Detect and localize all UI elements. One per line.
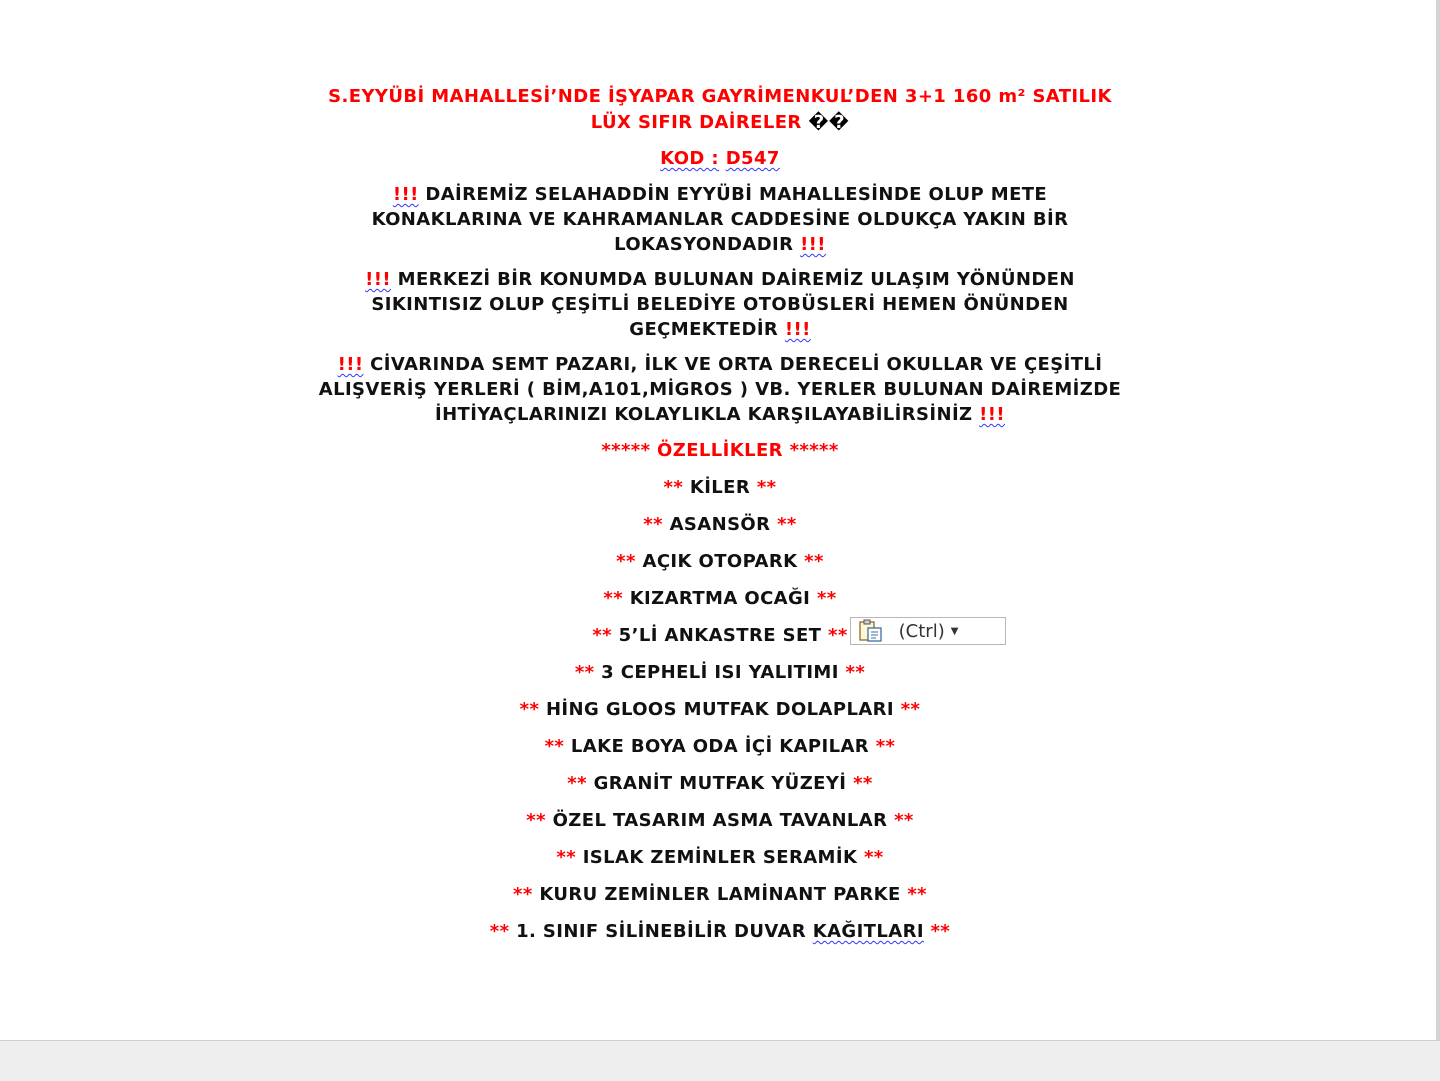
title-symbols: �� <box>808 112 850 133</box>
stars-left: ** <box>567 773 587 794</box>
stars-right: ** <box>816 588 837 609</box>
stars-left: ** <box>489 921 510 942</box>
feature-item <box>170 807 1270 834</box>
stars-right: ** <box>845 662 866 683</box>
feature-text: 1. SINIF SİLİNEBİLİR DUVAR <box>516 921 807 942</box>
feature-item <box>170 474 1270 501</box>
stars-right: ** <box>900 699 921 720</box>
feature-text: HİNG GLOOS MUTFAK DOLAPLARI <box>545 699 895 720</box>
document-body <box>170 84 1270 955</box>
feature-item <box>170 585 1270 612</box>
exclaim-mark: !!! <box>337 354 364 375</box>
stars-left: ** <box>592 625 612 646</box>
paragraph-line: ALIŞVERİŞ YERLERİ ( BİM,A101,MİGROS ) VB. YERLER BULUNAN DAİREMİZDE <box>318 379 1122 400</box>
paragraph-line: LOKASYONDADIR <box>614 234 794 255</box>
paragraph-line: SIKINTISIZ OLUP ÇEŞİTLİ BELEDİYE OTOBÜSLERİ HEMEN ÖNÜNDEN <box>371 294 1069 315</box>
stars-right: ** <box>875 736 896 757</box>
exclaim-mark: !!! <box>800 234 826 255</box>
stars-right: ** <box>828 625 848 646</box>
code-label: KOD : <box>660 148 720 169</box>
feature-item <box>170 844 1270 871</box>
paste-options-button[interactable] <box>850 617 1006 645</box>
feature-text: KİLER <box>689 477 751 498</box>
stars-right: ** <box>894 810 914 831</box>
stars-left: ** <box>526 810 546 831</box>
stars-right: ** <box>863 847 884 868</box>
stars-left: ** <box>643 514 663 535</box>
feature-text: ASANSÖR <box>669 514 771 535</box>
feature-item <box>170 548 1270 575</box>
feature-text: AÇIK OTOPARK <box>642 551 798 572</box>
stars-right: ** <box>930 921 951 942</box>
page-right-border <box>1436 0 1440 1040</box>
workspace-background <box>0 1040 1440 1081</box>
features-heading: ***** ÖZELLİKLER ***** <box>601 440 839 461</box>
feature-item <box>170 881 1270 908</box>
paragraph-line: GEÇMEKTEDİR <box>629 319 779 340</box>
exclaim-mark: !!! <box>392 184 419 205</box>
exclaim-mark: !!! <box>784 319 811 340</box>
stars-right: ** <box>853 773 873 794</box>
exclaim-mark: !!! <box>365 269 391 290</box>
feature-text: LAKE BOYA ODA İÇİ KAPILAR <box>570 736 870 757</box>
listing-code <box>170 146 1270 172</box>
feature-item <box>170 733 1270 760</box>
title-line-2: LÜX SIFIR DAİRELER <box>590 112 802 133</box>
paragraph-line: MERKEZİ BİR KONUMDA BULUNAN DAİREMİZ ULAŞIM YÖNÜNDEN <box>397 269 1075 290</box>
clipboard-paste-icon <box>857 619 895 643</box>
paste-options-label: (Ctrl) <box>898 620 945 642</box>
stars-left: ** <box>519 699 540 720</box>
stars-left: ** <box>663 477 684 498</box>
stars-left: ** <box>544 736 565 757</box>
stars-left: ** <box>574 662 595 683</box>
paragraph-line: CİVARINDA SEMT PAZARI, İLK VE ORTA DERECELİ OKULLAR VE ÇEŞİTLİ <box>370 354 1103 375</box>
exclaim-mark: !!! <box>979 404 1005 425</box>
paragraph-transport <box>170 267 1270 342</box>
stars-left: ** <box>616 551 636 572</box>
feature-item <box>170 511 1270 538</box>
feature-item <box>170 622 1270 649</box>
feature-text: 5’Lİ ANKASTRE SET <box>618 625 822 646</box>
feature-item <box>170 770 1270 797</box>
stars-left: ** <box>603 588 624 609</box>
feature-item <box>170 659 1270 686</box>
stars-right: ** <box>804 551 824 572</box>
feature-text: ISLAK ZEMİNLER SERAMİK <box>582 847 858 868</box>
stars-right: ** <box>777 514 797 535</box>
listing-title <box>170 84 1270 136</box>
code-value: D547 <box>725 148 780 169</box>
feature-text: 3 CEPHELİ ISI YALITIMI <box>601 662 839 683</box>
feature-item <box>170 696 1270 723</box>
feature-text: ÖZEL TASARIM ASMA TAVANLAR <box>552 810 888 831</box>
title-line-1: S.EYYÜBİ MAHALLESİ’NDE İŞYAPAR GAYRİMENKUL’DEN 3+1 160 m² SATILIK <box>328 86 1112 107</box>
feature-list <box>170 474 1270 945</box>
stars-right: ** <box>907 884 927 905</box>
feature-row-with-paste <box>592 620 959 649</box>
feature-text-misspelled: KAĞITLARI <box>812 921 924 942</box>
dropdown-caret-icon: ▼ <box>950 625 959 637</box>
paragraph-location <box>170 182 1270 257</box>
feature-text: KURU ZEMİNLER LAMİNANT PARKE <box>539 884 901 905</box>
stars-left: ** <box>513 884 533 905</box>
feature-text: GRANİT MUTFAK YÜZEYİ <box>593 773 847 794</box>
paragraph-line: KONAKLARINA VE KAHRAMANLAR CADDESİNE OLDUKÇA YAKIN BİR <box>371 209 1069 230</box>
feature-item <box>170 918 1270 945</box>
stars-left: ** <box>556 847 577 868</box>
paragraph-line: DAİREMİZ SELAHADDİN EYYÜBİ MAHALLESİNDE OLUP METE <box>425 184 1048 205</box>
paragraph-line: İHTİYAÇLARINIZI KOLAYLIKLA KARŞILAYABİLİRSİNİZ <box>435 404 973 425</box>
stars-right: ** <box>756 477 777 498</box>
feature-text: KIZARTMA OCAĞI <box>629 588 811 609</box>
paragraph-surroundings <box>170 352 1270 427</box>
